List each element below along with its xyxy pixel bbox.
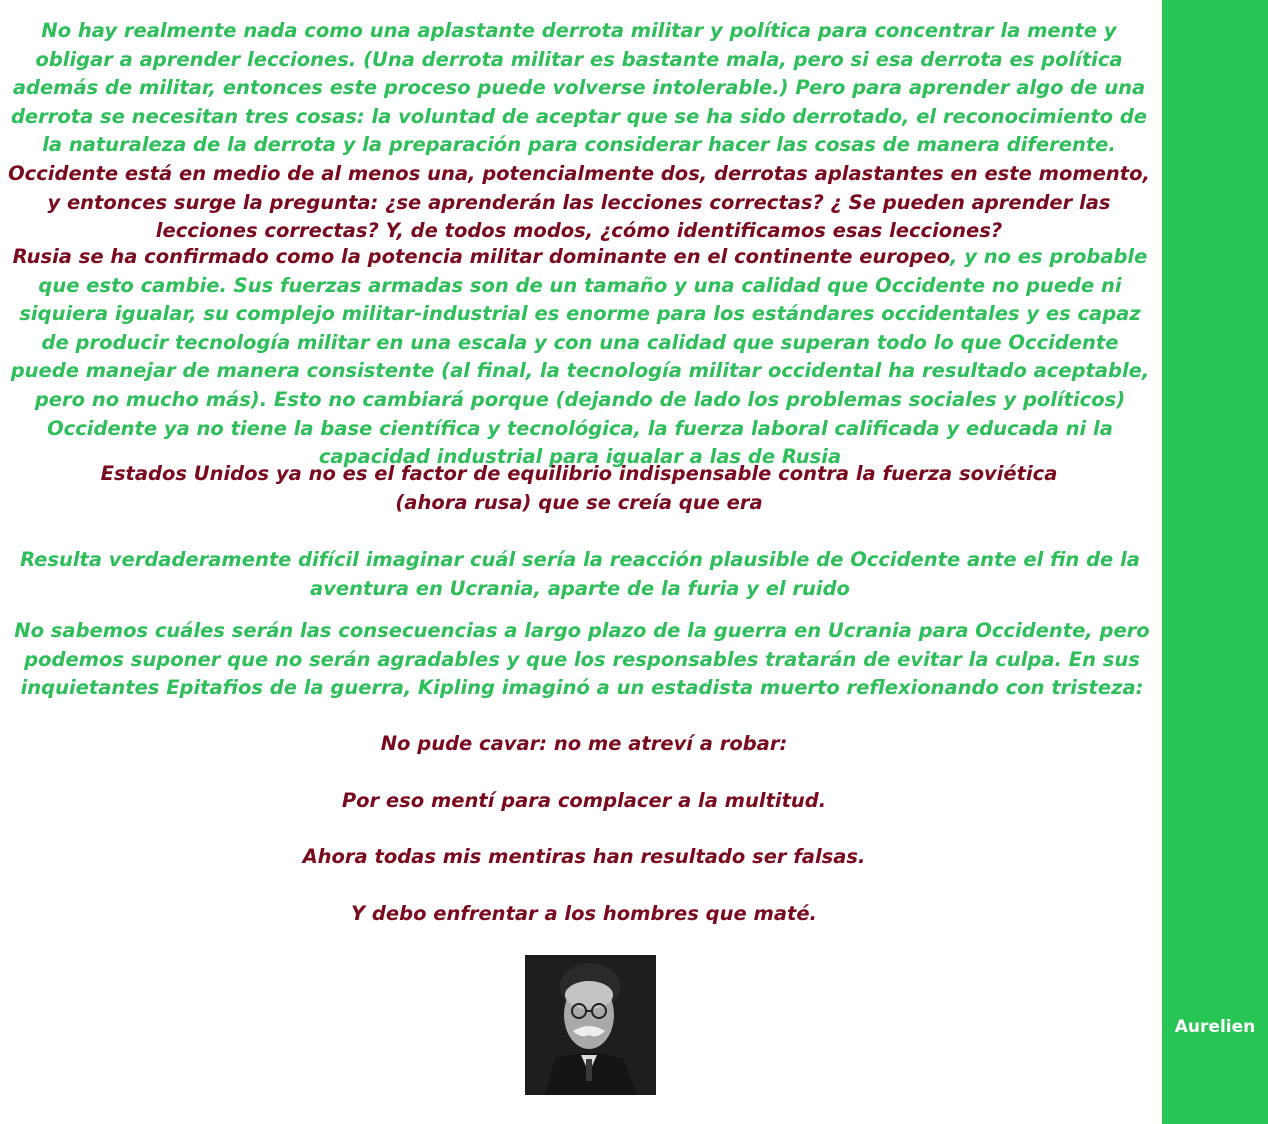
author-name: Aurelien xyxy=(1174,1017,1256,1037)
paragraph-2 xyxy=(10,243,1150,472)
paragraph-4: Resulta verdaderamente difícil imaginar cuál sería la reacción plausible de Occidente ante el fin de la aventura en Ucrania, aparte de la furia y el ruido xyxy=(20,548,1140,600)
poem-line-1: No pude cavar: no me atreví a robar: xyxy=(380,732,788,755)
kipling-portrait xyxy=(525,955,656,1095)
sidebar xyxy=(1162,0,1268,1124)
paragraph-1-red-text: Occidente está en medio de al menos una, potencialmente dos, derrotas aplastantes en este momento, y entonces surge la pregunta: ¿se aprenderán las lecciones correctas? ¿ Se pueden aprender las lecciones correctas? Y, de todos modos, ¿cómo identificamos esas lecciones? xyxy=(8,161,1150,243)
paragraph-3 xyxy=(4,460,1154,517)
paragraph-5: No sabemos cuáles serán las consecuencias a largo plazo de la guerra en Ucrania para Occidente, pero podemos suponer que no serán agradables y que los responsables tratarán de evitar la culpa. En sus inquietantes Epitafios de la guerra, Kipling imaginó a un estadista muerto reflexionando con tristeza: xyxy=(14,619,1150,700)
paragraph-3-line-1: Estados Unidos ya no es el factor de equilibrio indispensable contra la fuerza soviética xyxy=(100,462,1058,485)
paragraph-1-green-text: No hay realmente nada como una aplastante derrota militar y política para concentrar la mente y obligar a aprender lecciones. (Una derrota militar es bastante mala, pero si esa derrota es política además de militar, entonces este proceso puede volverse intolerable.) Pero para aprender algo de una derrota se necesitan tres cosas: la voluntad de aceptar que se ha sido derrotado, el reconocimiento de la naturaleza de la derrota y la preparación para considerar hacer las cosas de manera diferente. xyxy=(10,19,1148,157)
paragraph-1 xyxy=(4,17,1154,246)
paragraph-2-red-text: Rusia se ha confirmado como la potencia militar dominante en el continente europeo xyxy=(12,245,950,268)
paragraph-2-green-text: , y no es probable que esto cambie. Sus fuerzas armadas son de un tamaño y una calidad que Occidente no puede ni siquiera igualar, su complejo militar-industrial es enorme para los estándares occidentales y es capaz de producir tecnología militar en una escala y con una calidad que superan todo lo que Occidente puede manejar de manera consistente (al final, la tecnología militar occidental ha resultado aceptable, pero no mucho más). Esto no cambiará porque (dejando de lado los problemas sociales y políticos) Occidente ya no tiene la base científica y tecnológica, la fuerza laboral calificada y educada ni la capacidad industrial para igualar a las de Rusia xyxy=(10,245,1150,469)
portrait-image xyxy=(525,955,656,1095)
paragraph-3-line-2: (ahora rusa) que se creía que era xyxy=(395,490,763,514)
poem-line-2: Por eso mentí para complacer a la multitud. xyxy=(341,789,827,812)
poem-line-4: Y debo enfrentar a los hombres que maté. xyxy=(351,902,817,925)
poem-line-3: Ahora todas mis mentiras han resultado ser falsas. xyxy=(302,845,866,868)
